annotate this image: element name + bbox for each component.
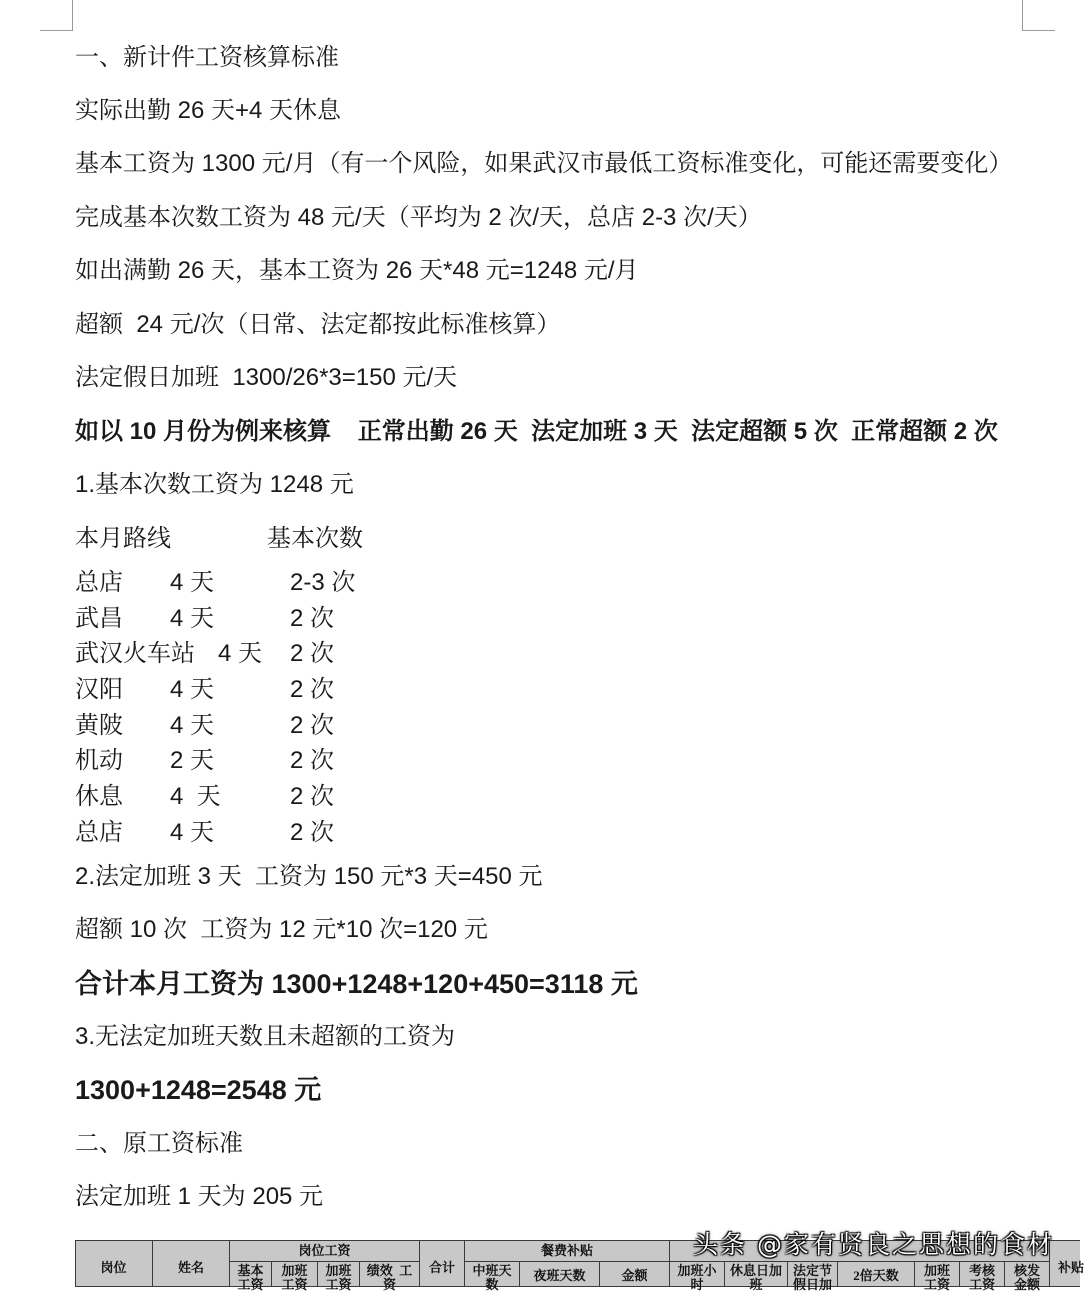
header-text: 加班: [325, 1263, 352, 1278]
paragraph: 如出满勤 26 天，基本工资为 26 天*48 元=1248 元/月: [75, 257, 639, 284]
paragraph: 法定加班 1 天为 205 元: [75, 1183, 324, 1210]
route-row: [75, 781, 495, 813]
paragraph: 实际出勤 26 天+4 天休息: [75, 97, 342, 124]
header-text: 加班: [923, 1263, 950, 1278]
table-header-cell: [272, 1262, 318, 1292]
header-text: 绩效 工: [366, 1263, 413, 1278]
table-header-cell: [725, 1262, 788, 1292]
header-text: 资: [382, 1277, 396, 1292]
header-text: 考核: [968, 1263, 995, 1278]
table-header-cell: [788, 1262, 838, 1292]
route-count: 2 次: [290, 819, 335, 846]
table-header-cell: [420, 1240, 465, 1287]
table-header-cell: [838, 1262, 915, 1287]
header-text: 工资: [325, 1277, 352, 1292]
header-text: 工资: [968, 1277, 995, 1292]
route-days: 4 天: [170, 783, 221, 810]
route-row: [75, 603, 495, 635]
route-count: 2 次: [290, 605, 335, 632]
section-heading: 一、新计件工资核算标准: [75, 44, 339, 71]
table-header-cell: [960, 1262, 1005, 1292]
header-name: 姓名: [177, 1260, 204, 1275]
route-days: 2 天: [170, 747, 215, 774]
header-text: 数: [485, 1277, 499, 1292]
route-name: 武汉火车站: [75, 640, 195, 667]
route-count: 2-3 次: [290, 569, 356, 596]
header-total: 合计: [428, 1260, 455, 1275]
route-row: [75, 567, 495, 599]
route-row: [75, 817, 495, 849]
table-header-cell: [318, 1262, 360, 1292]
header-text: 工资: [281, 1277, 308, 1292]
header-text: 基本: [237, 1263, 264, 1278]
crop-mark-top-left: [40, 30, 73, 31]
route-days: 4 天: [170, 676, 215, 703]
header-text: 核发: [1013, 1263, 1040, 1278]
table-header-cell: [360, 1262, 420, 1292]
paragraph: 3.无法定加班天数且未超额的工资为: [75, 1023, 456, 1050]
route-name: 总店: [75, 819, 123, 846]
route-count: 2 次: [290, 676, 335, 703]
route-row: [75, 638, 495, 670]
route-name: 黄陂: [75, 712, 123, 739]
paragraph: 基本工资为 1300 元/月（有一个风险，如果武汉市最低工资标准变化，可能还需要变化）: [75, 150, 1013, 177]
header-text: 金额: [621, 1268, 648, 1283]
route-count: 2 次: [290, 747, 335, 774]
table-header-cell: [915, 1262, 960, 1292]
table-header-cell: [465, 1262, 520, 1292]
header-text: 夜班天数: [533, 1268, 586, 1283]
header-text: 休息日加: [729, 1263, 782, 1278]
route-header-label: 本月路线: [75, 525, 171, 552]
header-text: 班: [749, 1277, 763, 1292]
paragraph: 2.法定加班 3 天 工资为 150 元*3 天=450 元: [75, 863, 543, 890]
table-header-cell: [600, 1262, 670, 1287]
header-text: 工资: [923, 1277, 950, 1292]
total-line: 1300+1248=2548 元: [75, 1075, 322, 1105]
route-table-header: [75, 523, 495, 555]
route-name: 总店: [75, 569, 123, 596]
route-count: 2 次: [290, 712, 335, 739]
table-header-cell: [670, 1262, 725, 1292]
header-post-salary: 岗位工资: [298, 1243, 351, 1258]
crop-mark-top-left: [72, 0, 73, 31]
route-row: [75, 745, 495, 777]
watermark: 头条 @家有贤良之思想的食材: [693, 1230, 1054, 1259]
header-text: 工资: [237, 1277, 264, 1292]
section-heading: 二、原工资标准: [75, 1130, 243, 1157]
route-days: 4 天: [170, 605, 215, 632]
paragraph: 完成基本次数工资为 48 元/天（平均为 2 次/天，总店 2-3 次/天）: [75, 204, 762, 231]
header-position: 岗位: [100, 1260, 127, 1275]
table-group-header: [465, 1240, 670, 1262]
paragraph: 法定假日加班 1300/26*3=150 元/天: [75, 364, 458, 391]
table-header-cell: [1005, 1262, 1050, 1292]
route-name: 汉阳: [75, 676, 123, 703]
route-name: 机动: [75, 747, 123, 774]
route-days: 4 天: [170, 712, 215, 739]
route-count: 2 次: [290, 783, 335, 810]
header-text: 假日加: [792, 1277, 832, 1292]
header-text: 2倍天数: [853, 1268, 899, 1283]
route-days: 4 天: [218, 640, 263, 667]
table-header-cell: [1050, 1240, 1084, 1287]
header-meal-allowance: 餐费补贴: [540, 1243, 593, 1258]
paragraph: 超额 10 次 工资为 12 元*10 次=120 元: [75, 916, 488, 943]
header-text: 中班天: [472, 1263, 512, 1278]
table-header-cell: [520, 1262, 600, 1287]
table-header-cell: [75, 1240, 153, 1287]
route-name: 武昌: [75, 605, 123, 632]
header-text: 加班小: [677, 1263, 717, 1278]
route-days: 4 天: [170, 819, 215, 846]
table-group-header: [230, 1240, 420, 1262]
crop-mark-top-right: [1022, 30, 1055, 31]
header-text: 法定节: [792, 1263, 832, 1278]
header-text: 加班: [281, 1263, 308, 1278]
table-header-cell: [153, 1240, 230, 1287]
example-summary: 如以 10 月份为例来核算 正常出勤 26 天 法定加班 3 天 法定超额 5 次 正常超额 2 次: [75, 418, 998, 445]
header-text: 金额: [1013, 1277, 1040, 1292]
crop-mark-top-right: [1022, 0, 1023, 31]
paragraph: 1.基本次数工资为 1248 元: [75, 471, 354, 498]
route-name: 休息: [75, 783, 123, 810]
table-header-cell: [230, 1262, 272, 1292]
total-line: 合计本月工资为 1300+1248+120+450=3118 元: [75, 969, 638, 999]
header-allowance: 补贴: [1058, 1260, 1084, 1275]
route-row: [75, 674, 495, 706]
route-row: [75, 710, 495, 742]
route-days: 4 天: [170, 569, 215, 596]
route-count: 2 次: [290, 640, 335, 667]
count-header-label: 基本次数: [267, 525, 363, 552]
header-text: 时: [690, 1277, 704, 1292]
paragraph: 超额 24 元/次（日常、法定都按此标准核算）: [75, 311, 561, 338]
